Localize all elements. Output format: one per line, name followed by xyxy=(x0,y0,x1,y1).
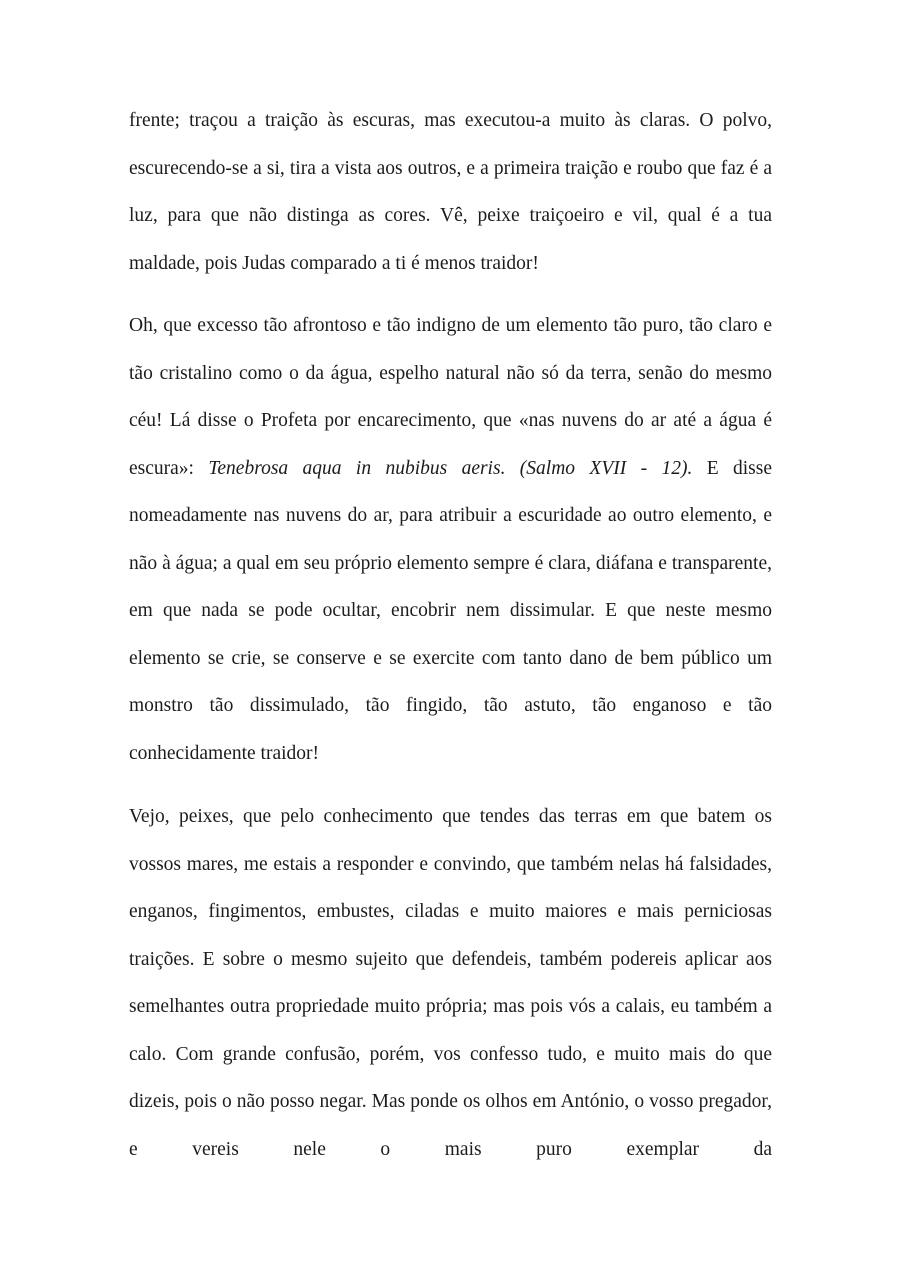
paragraph-3 xyxy=(129,793,772,1173)
paragraph-1-text: frente; traçou a traição às escuras, mas executou-a muito às claras. O polvo, escurecendo-se a si, tira a vista aos outros, e a primeira traição e roubo que faz é a luz, para que não distinga as cores. Vê, peixe traiçoeiro e vil, qual é a tua maldade, pois Judas comparado a ti é menos traidor! xyxy=(129,110,772,274)
paragraph-2-text-a: Oh, que excesso tão afrontoso e tão indigno de um elemento tão puro, tão claro e tão cristalino como o da água, espelho natural não só da terra, senão do mesmo céu! Lá disse o Profeta por encarecimento, que «nas nuvens do ar até a água é escura»: xyxy=(129,315,772,479)
latin-citation: Tenebrosa aqua in nubibus aeris. (Salmo XVII - 12). xyxy=(208,457,693,479)
paragraph-3-text: Vejo, peixes, que pelo conhecimento que tendes das terras em que batem os vossos mares, me estais a responder e convindo, que também nelas há falsidades, enganos, fingimentos, embustes, ciladas e muito maiores e mais perniciosas traições. E sobre o mesmo sujeito que defendeis, também podereis aplicar aos semelhantes outra propriedade muito própria; mas pois vós a calais, eu também a calo. Com grande confusão, porém, vos confesso tudo, e muito mais do que dizeis, pois o não posso negar. Mas ponde os olhos em António, o vosso pregador, e vereis nele o mais puro exemplar da xyxy=(129,806,772,1160)
paragraph-2 xyxy=(129,302,772,777)
paragraph-2-text-b: E disse nomeadamente nas nuvens do ar, para atribuir a escuridade ao outro elemento, e não à água; a qual em seu próprio elemento sempre é clara, diáfana e transparente, em que nada se pode ocultar, encobrir nem dissimular. E que neste mesmo elemento se crie, se conserve e se exercite com tanto dano de bem público um monstro tão dissimulado, tão fingido, tão astuto, tão enganoso e tão conhecidamente traidor! xyxy=(129,457,772,764)
paragraph-1 xyxy=(129,97,772,287)
